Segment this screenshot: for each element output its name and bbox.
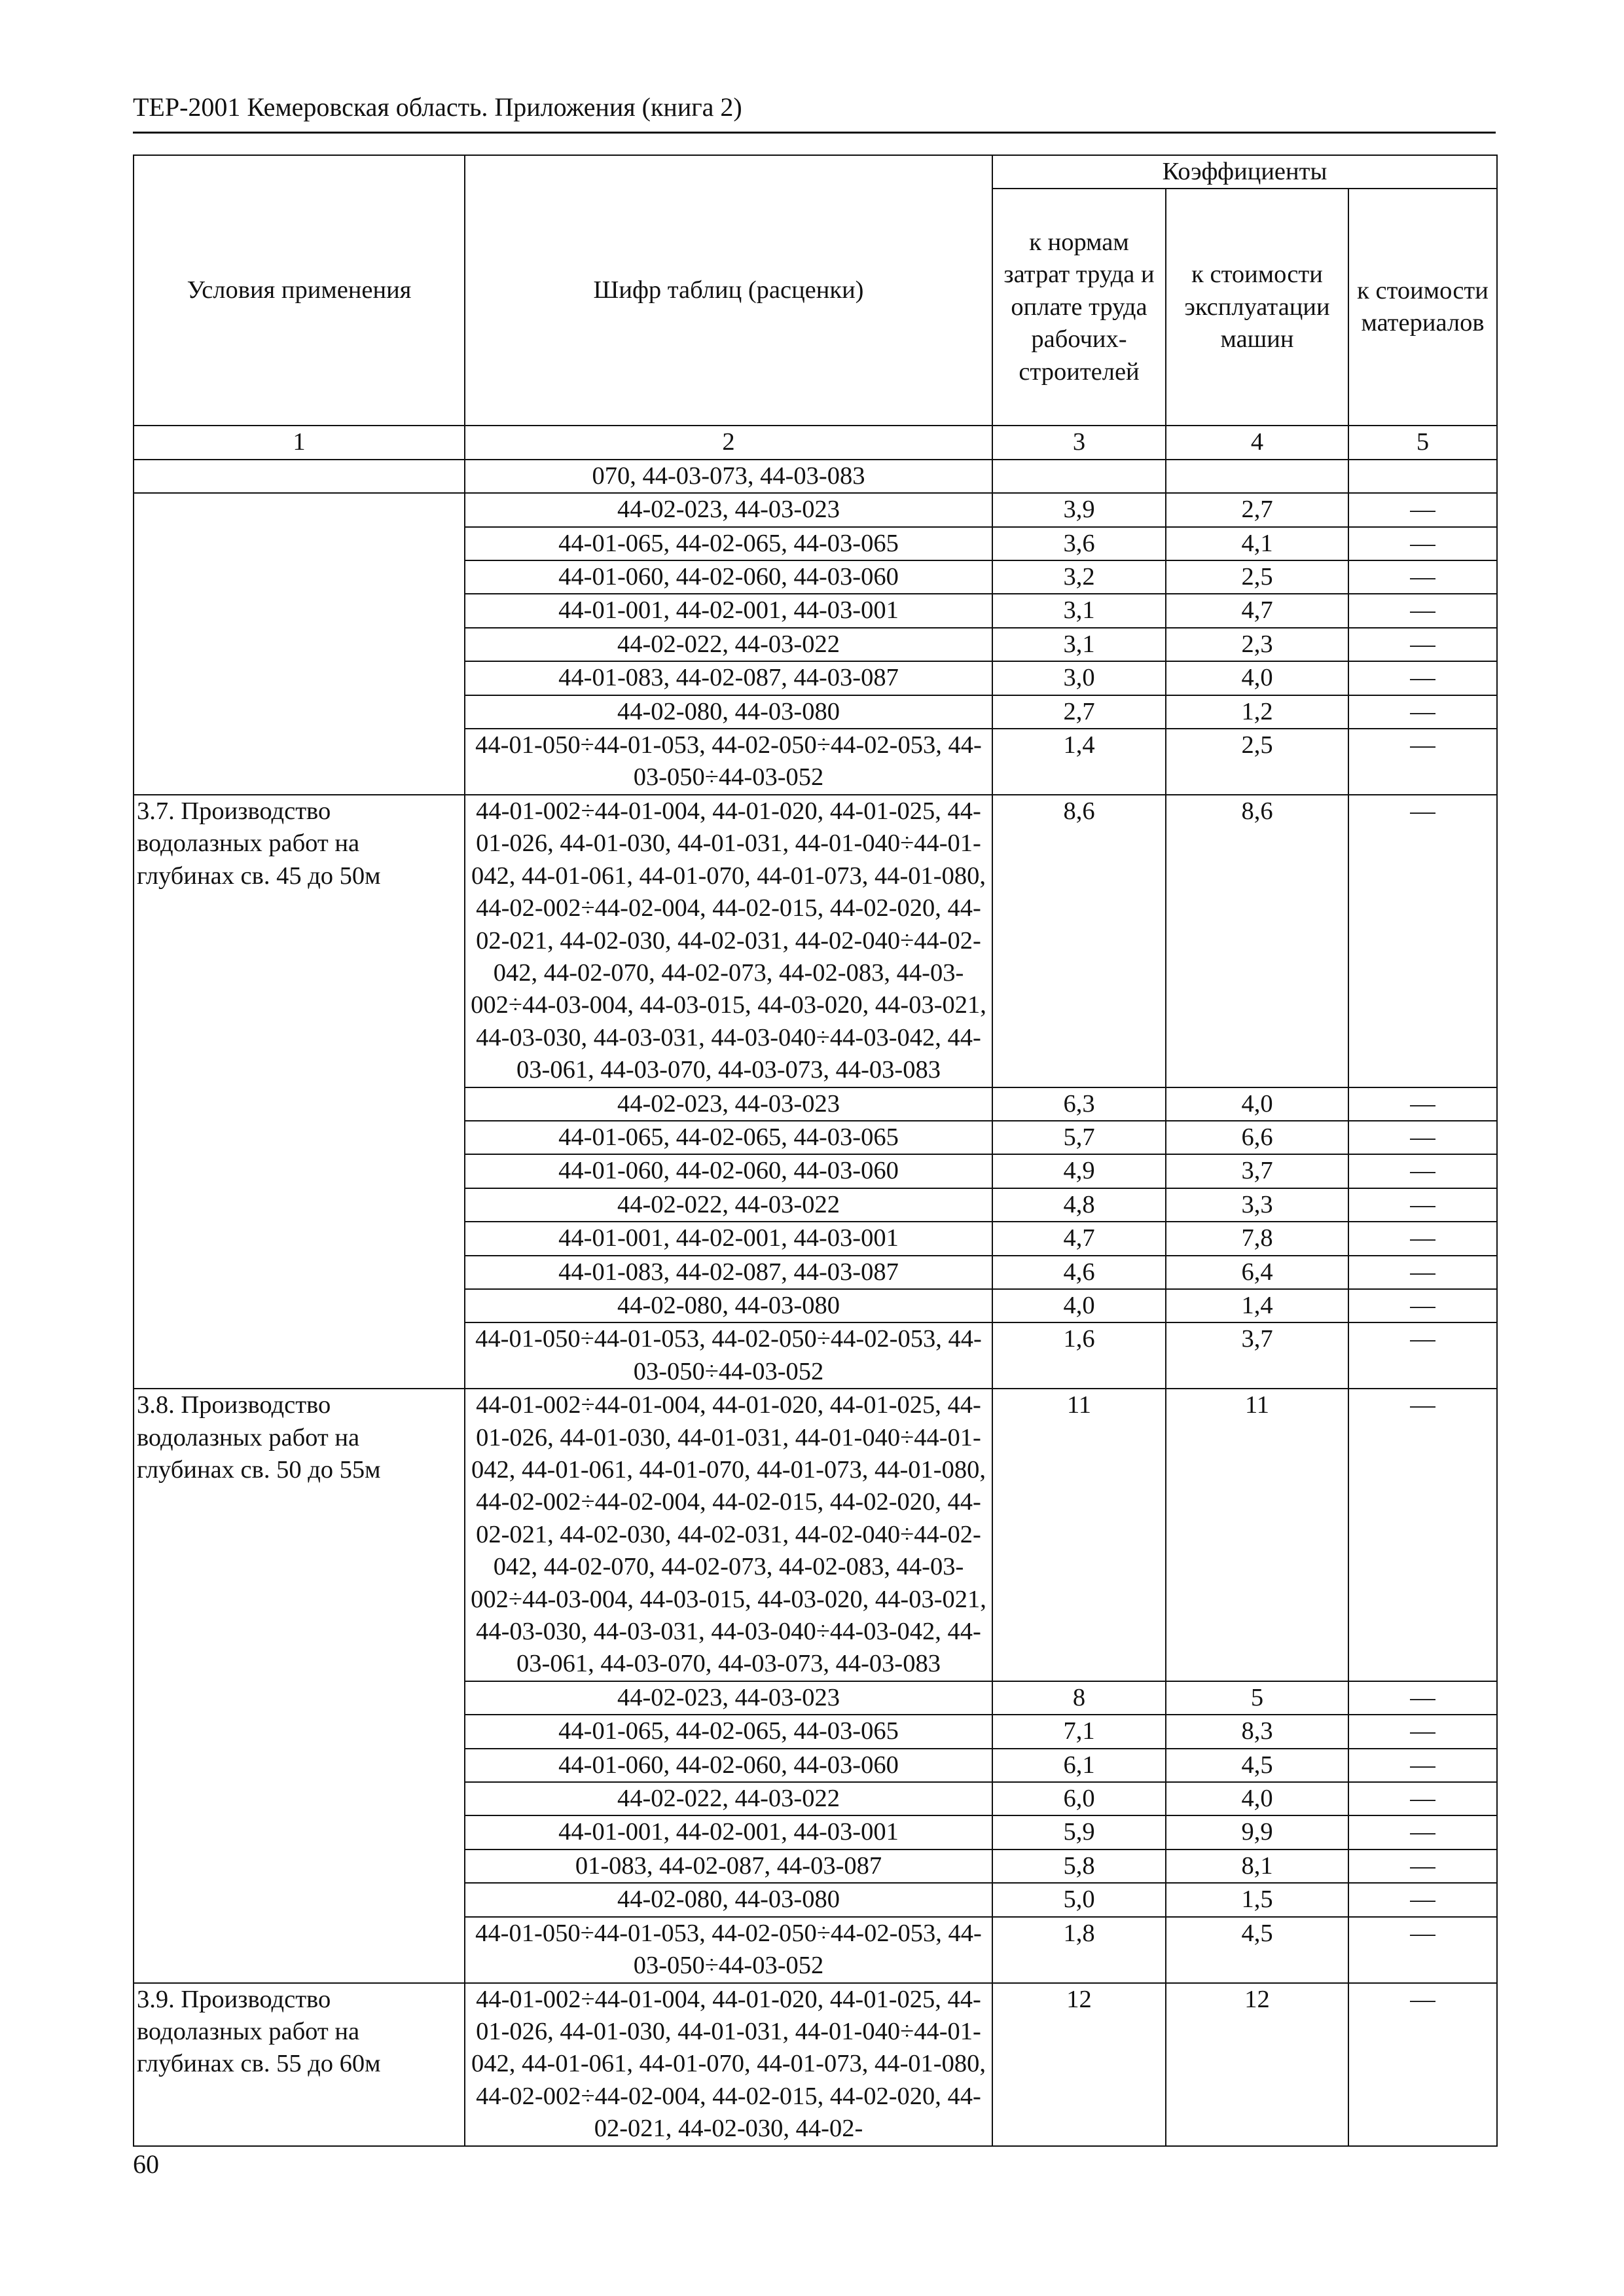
labor-coef-cell: 4,8 [992,1188,1166,1222]
code-cell: 44-02-022, 44-03-022 [465,628,992,661]
machine-coef-cell: 9,9 [1166,1815,1348,1849]
labor-coef-cell: 8,6 [992,795,1166,1087]
table-row [134,795,1497,1087]
code-cell: 44-02-022, 44-03-022 [465,1188,992,1222]
header-rule [133,132,1496,134]
code-cell: 44-01-001, 44-02-001, 44-03-001 [465,1222,992,1255]
machine-coef-cell: 3,7 [1166,1322,1348,1389]
material-coef-cell: — [1348,1749,1497,1782]
machine-coef-cell: 8,3 [1166,1715,1348,1748]
labor-coef-cell: 4,7 [992,1222,1166,1255]
material-coef-cell: — [1348,1782,1497,1815]
labor-coef-cell: 1,8 [992,1917,1166,1983]
material-coef-cell: — [1348,493,1497,526]
machine-coef-cell: 4,0 [1166,1087,1348,1121]
material-coef-cell: — [1348,1322,1497,1389]
code-cell: 44-01-050÷44-01-053, 44-02-050÷44-02-053, 44-03-050÷44-03-052 [465,1917,992,1983]
code-cell: 44-01-001, 44-02-001, 44-03-001 [465,1815,992,1849]
table-row [134,460,1497,493]
conditions-cell: 3.8. Производство водолазных работ на глубинах св. 50 до 55м [134,1389,465,1982]
table-row [134,1983,1497,2146]
column-number: 5 [1348,426,1497,459]
code-cell: 44-02-080, 44-03-080 [465,1883,992,1916]
labor-coef-cell: 1,6 [992,1322,1166,1389]
material-coef-cell: — [1348,1222,1497,1255]
material-coef-cell: — [1348,1917,1497,1983]
code-cell: 44-01-065, 44-02-065, 44-03-065 [465,527,992,560]
labor-coef-cell: 12 [992,1983,1166,2146]
machine-coef-cell: 2,3 [1166,628,1348,661]
material-coef-cell: — [1348,729,1497,795]
machine-coef-cell: 4,1 [1166,527,1348,560]
material-coef-cell: — [1348,1256,1497,1289]
machine-coef-cell: 4,0 [1166,661,1348,695]
header-labor-coef: к нормам затрат труда и оплате труда рабочих-строителей [992,189,1166,426]
labor-coef-cell: 3,1 [992,594,1166,627]
header-table-code: Шифр таблиц (расценки) [465,155,992,426]
material-coef-cell: — [1348,1983,1497,2146]
labor-coef-cell: 2,7 [992,695,1166,729]
machine-coef-cell: 6,4 [1166,1256,1348,1289]
machine-coef-cell: 8,1 [1166,1850,1348,1883]
code-cell: 44-01-050÷44-01-053, 44-02-050÷44-02-053, 44-03-050÷44-03-052 [465,1322,992,1389]
material-coef-cell: — [1348,628,1497,661]
material-coef-cell: — [1348,1289,1497,1322]
code-cell: 44-01-065, 44-02-065, 44-03-065 [465,1121,992,1154]
code-cell: 44-02-023, 44-03-023 [465,1681,992,1715]
machine-coef-cell: 4,5 [1166,1749,1348,1782]
labor-coef-cell: 3,2 [992,560,1166,594]
table-body [134,460,1497,2146]
table-row [134,1389,1497,1681]
code-cell: 44-02-022, 44-03-022 [465,1782,992,1815]
conditions-cell [134,493,465,795]
code-cell: 44-01-002÷44-01-004, 44-01-020, 44-01-025, 44-01-026, 44-01-030, 44-01-031, 44-01-040÷44-01-042, 44-01-061, 44-01-070, 44-01-073, 44-01-080, 44-02-002÷44-02-004, 44-02-015, 44-02-020, 44-02-021, 44-02-030, 44-02-031, 44-02-040÷44-02-042, 44-02-070, 44-02-073, 44-02-083, 44-03-002÷44-03-004, 44-03-015, 44-03-020, 44-03-021, 44-03-030, 44-03-031, 44-03-040÷44-03-042, 44-03-061, 44-03-070, 44-03-073, 44-03-083 [465,1389,992,1681]
machine-coef-cell: 1,5 [1166,1883,1348,1916]
labor-coef-cell: 1,4 [992,729,1166,795]
code-cell: 44-01-002÷44-01-004, 44-01-020, 44-01-025, 44-01-026, 44-01-030, 44-01-031, 44-01-040÷44-01-042, 44-01-061, 44-01-070, 44-01-073, 44-01-080, 44-02-002÷44-02-004, 44-02-015, 44-02-020, 44-02-021, 44-02-030, 44-02- [465,1983,992,2146]
code-cell: 44-02-023, 44-03-023 [465,1087,992,1121]
machine-coef-cell: 1,2 [1166,695,1348,729]
machine-coef-cell: 6,6 [1166,1121,1348,1154]
code-cell: 44-01-083, 44-02-087, 44-03-087 [465,661,992,695]
machine-coef-cell: 7,8 [1166,1222,1348,1255]
material-coef-cell: — [1348,560,1497,594]
code-cell: 070, 44-03-073, 44-03-083 [465,460,992,493]
machine-coef-cell: 2,5 [1166,729,1348,795]
page-number: 60 [133,2149,159,2179]
code-cell: 44-01-060, 44-02-060, 44-03-060 [465,560,992,594]
machine-coef-cell: 2,7 [1166,493,1348,526]
material-coef-cell: — [1348,1389,1497,1681]
labor-coef-cell: 5,8 [992,1850,1166,1883]
header-coefficients: Коэффициенты [992,155,1497,189]
machine-coef-cell: 5 [1166,1681,1348,1715]
material-coef-cell: — [1348,695,1497,729]
machine-coef-cell: 4,7 [1166,594,1348,627]
code-cell: 44-01-065, 44-02-065, 44-03-065 [465,1715,992,1748]
material-coef-cell: — [1348,661,1497,695]
labor-coef-cell: 7,1 [992,1715,1166,1748]
labor-coef-cell: 8 [992,1681,1166,1715]
machine-coef-cell: 4,0 [1166,1782,1348,1815]
labor-coef-cell: 6,1 [992,1749,1166,1782]
machine-coef-cell: 3,7 [1166,1154,1348,1188]
labor-coef-cell: 11 [992,1389,1166,1681]
material-coef-cell: — [1348,795,1497,1087]
machine-coef-cell: 2,5 [1166,560,1348,594]
labor-coef-cell [992,460,1166,493]
material-coef-cell: — [1348,1087,1497,1121]
labor-coef-cell: 3,9 [992,493,1166,526]
material-coef-cell: — [1348,1815,1497,1849]
machine-coef-cell: 4,5 [1166,1917,1348,1983]
machine-coef-cell: 12 [1166,1983,1348,2146]
code-cell: 44-02-023, 44-03-023 [465,493,992,526]
conditions-cell: 3.7. Производство водолазных работ на глубинах св. 45 до 50м [134,795,465,1389]
material-coef-cell: — [1348,1715,1497,1748]
header-material-coef: к стоимости материалов [1348,189,1497,426]
code-cell: 44-01-083, 44-02-087, 44-03-087 [465,1256,992,1289]
material-coef-cell [1348,460,1497,493]
conditions-cell [134,460,465,493]
code-cell: 44-02-080, 44-03-080 [465,695,992,729]
labor-coef-cell: 4,9 [992,1154,1166,1188]
machine-coef-cell: 11 [1166,1389,1348,1681]
column-number: 2 [465,426,992,459]
coefficients-table [133,155,1498,2147]
labor-coef-cell: 3,6 [992,527,1166,560]
labor-coef-cell: 5,9 [992,1815,1166,1849]
labor-coef-cell: 5,0 [992,1883,1166,1916]
material-coef-cell: — [1348,1121,1497,1154]
material-coef-cell: — [1348,1188,1497,1222]
column-number: 4 [1166,426,1348,459]
material-coef-cell: — [1348,1154,1497,1188]
material-coef-cell: — [1348,594,1497,627]
labor-coef-cell: 6,0 [992,1782,1166,1815]
labor-coef-cell: 3,0 [992,661,1166,695]
code-cell: 44-01-001, 44-02-001, 44-03-001 [465,594,992,627]
code-cell: 44-01-060, 44-02-060, 44-03-060 [465,1154,992,1188]
labor-coef-cell: 4,0 [992,1289,1166,1322]
code-cell: 44-01-002÷44-01-004, 44-01-020, 44-01-025, 44-01-026, 44-01-030, 44-01-031, 44-01-040÷44-01-042, 44-01-061, 44-01-070, 44-01-073, 44-01-080, 44-02-002÷44-02-004, 44-02-015, 44-02-020, 44-02-021, 44-02-030, 44-02-031, 44-02-040÷44-02-042, 44-02-070, 44-02-073, 44-02-083, 44-03-002÷44-03-004, 44-03-015, 44-03-020, 44-03-021, 44-03-030, 44-03-031, 44-03-040÷44-03-042, 44-03-061, 44-03-070, 44-03-073, 44-03-083 [465,795,992,1087]
column-number: 1 [134,426,465,459]
material-coef-cell: — [1348,1681,1497,1715]
header-conditions: Условия применения [134,155,465,426]
code-cell: 44-01-060, 44-02-060, 44-03-060 [465,1749,992,1782]
machine-coef-cell: 1,4 [1166,1289,1348,1322]
machine-coef-cell [1166,460,1348,493]
table-row [134,493,1497,526]
running-header: ТЕР-2001 Кемеровская область. Приложения (книга 2) [133,92,742,122]
conditions-cell: 3.9. Производство водолазных работ на глубинах св. 55 до 60м [134,1983,465,2146]
column-number: 3 [992,426,1166,459]
header-machine-coef: к стоимости эксплуатации машин [1166,189,1348,426]
machine-coef-cell: 3,3 [1166,1188,1348,1222]
material-coef-cell: — [1348,527,1497,560]
code-cell: 44-01-050÷44-01-053, 44-02-050÷44-02-053, 44-03-050÷44-03-052 [465,729,992,795]
labor-coef-cell: 5,7 [992,1121,1166,1154]
code-cell: 44-02-080, 44-03-080 [465,1289,992,1322]
material-coef-cell: — [1348,1850,1497,1883]
labor-coef-cell: 6,3 [992,1087,1166,1121]
machine-coef-cell: 8,6 [1166,795,1348,1087]
material-coef-cell: — [1348,1883,1497,1916]
code-cell: 01-083, 44-02-087, 44-03-087 [465,1850,992,1883]
labor-coef-cell: 4,6 [992,1256,1166,1289]
labor-coef-cell: 3,1 [992,628,1166,661]
